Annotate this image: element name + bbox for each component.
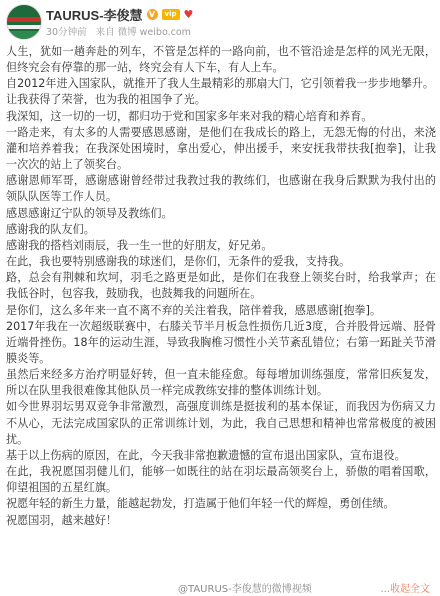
post-paragraph: 如今世界羽坛男双竞争非常激烈，高强度训练是挺拔利的基本保证，而我因为伤病又力不从心，无法完成国家队的正常训练计划，为此，我自己思想和精神也常常极度的被困扰。 <box>6 400 436 446</box>
post-paragraph: 感谢我的队友们。 <box>6 222 95 236</box>
post-paragraph: 路，总会有荆棘和坎坷，羽毛之路更是如此，是你们在我登上领奖台时，给我掌声；在我低谷时，包容我，鼓励我，也鼓舞我的问题所在。 <box>6 271 436 301</box>
post-paragraph: 在此，我祝愿国羽健儿们，能够一如既往的站在羽坛最高领奖台上，骄傲的唱着国歌，仰望祖国的五星红旗。 <box>6 465 436 495</box>
post-paragraph: 祝愿国羽，越来越好！ <box>6 513 118 527</box>
post-paragraph: 自2012年进入国家队，就推开了我人生最精彩的那扇大门，它引领着我一步步地攀升。 <box>6 77 435 91</box>
post-footer <box>0 578 440 596</box>
post-paragraph: 让我获得了荣誉，也为我的祖国争了光。 <box>6 93 206 107</box>
post-paragraph: 感恩感谢辽宁队的领导及教练们。 <box>6 206 173 220</box>
post-paragraph: 感谢我的搭档刘雨辰，我一生一世的好朋友，好兄弟。 <box>6 238 273 252</box>
post-paragraph: 人生，犹如一趟奔赴的列车，不管是怎样的一路向前，也不管沿途是怎样的风光无限，但终究会有停靠的那一站，终究会有人下车，有人上车。 <box>6 45 436 75</box>
heart-icon: ♥ <box>183 7 194 21</box>
post-source[interactable]: 来自 微博 weibo.com <box>95 27 191 38</box>
avatar[interactable] <box>6 4 42 40</box>
post-paragraph: 在此，我也要特别感谢我的球迷们，是你们，无条件的爱我，支持我。 <box>6 255 351 269</box>
vip-badge: vip <box>162 9 180 20</box>
post-paragraph: 我深知，这一切的一切，都归功于党和国家多年来对我的精心培育和养育。 <box>6 109 373 123</box>
post-paragraph: 一路走来，有太多的人需要感恩感谢，是他们在我成长的路上，无怨无悔的付出，来浇灌和培养着我；在我深处困境时，拿出爱心，伸出援手，来安抚我带扶我[抱拳]，让我一次次的站上了领奖台。 <box>6 125 436 172</box>
post-meta <box>46 24 197 38</box>
post-paragraph: 2017年我在一次超级联赛中，右膝关节半月板急性损伤几近3度，合并股骨远端、胫骨近端骨挫伤。18年的运动生涯，导致我胸椎习惯性小关节紊乱错位；右第一跖趾关节滑膜炎等。 <box>6 319 436 365</box>
author-row <box>46 6 193 22</box>
verified-icon: V <box>147 9 158 20</box>
post-body <box>6 44 436 529</box>
video-watermark: @TAURUS-李俊慧的微博视频 <box>178 584 312 595</box>
post-time: 30分钟前 <box>46 27 87 38</box>
post-paragraph: 感谢恩师军哥，感谢感谢曾经带过我教过我的教练们，也感谢在我身后默默为我付出的领队队医等工作人员。 <box>6 174 436 204</box>
post-paragraph: 是你们，这么多年来一直不离不弃的关注着我，陪伴着我，感恩感谢[抱拳]。 <box>6 303 382 317</box>
post-header <box>0 0 440 46</box>
post-paragraph: 虽然后来经多方治疗明显好转，但一直未能痊愈。每每增加训练强度，常常旧疾复发，所以在队里我很难像其他队员一样完成教练安排的整体训练计划。 <box>6 368 436 398</box>
author-name[interactable]: TAURUS-李俊慧 <box>46 7 143 23</box>
post-paragraph: 基于以上伤病的原因，在此，今天我非常抱歉遗憾的宣布退出国家队，宣布退役。 <box>6 448 406 462</box>
post-paragraph: 祝愿年轻的新生力量，能越起勃发，打造属于他们年轻一代的辉煌，勇创佳绩。 <box>6 497 395 511</box>
collapse-text-link[interactable]: ...收起全文 <box>380 584 430 595</box>
